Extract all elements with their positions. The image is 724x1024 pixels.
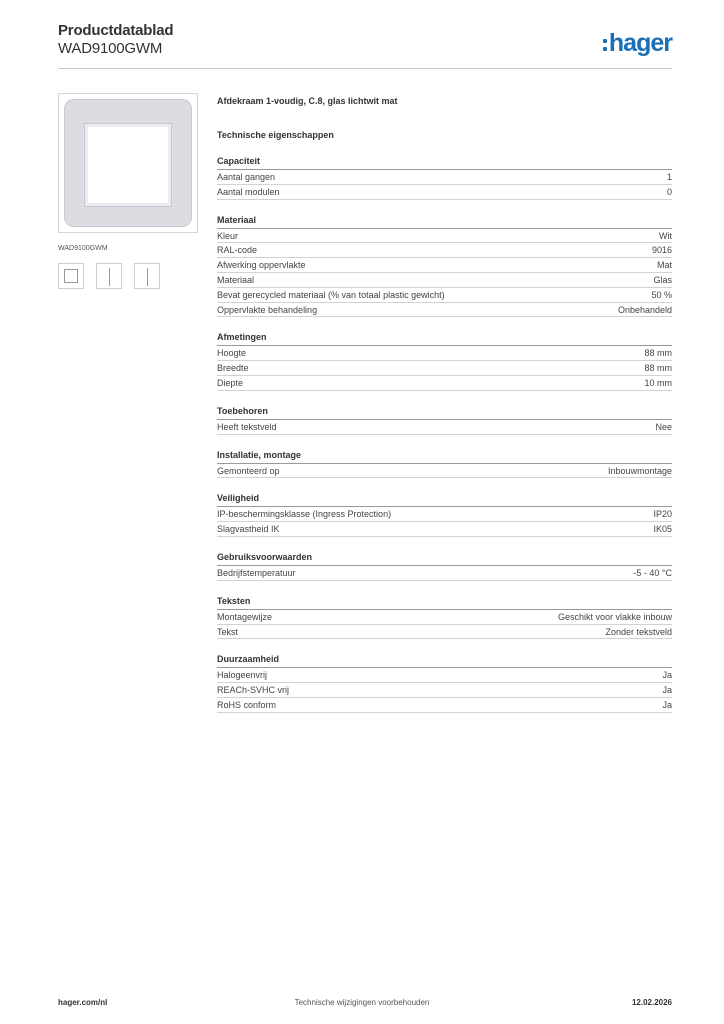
spec-value: Mat [656, 260, 672, 271]
spec-label: Afwerking oppervlakte [217, 260, 306, 271]
footer-date: 12.02.2026 [631, 998, 672, 1007]
spec-label: REACh-SVHC vrij [217, 685, 290, 696]
spec-label: Aantal gangen [217, 172, 276, 182]
spec-value: 1 [666, 172, 672, 182]
spec-label: RAL-code [217, 245, 258, 256]
tech-heading: Technische eigenschappen [217, 130, 334, 140]
spec-value: Ja [662, 699, 672, 710]
spec-label: IP-beschermingsklasse (Ingress Protection) [217, 509, 392, 520]
spec-value: Ja [662, 685, 672, 696]
spec-row [217, 420, 672, 435]
spec-row [217, 303, 672, 318]
side-view-icon[interactable] [134, 263, 160, 289]
spec-label: Tekst [217, 626, 239, 637]
spec-value: 50 % [651, 289, 672, 300]
spec-row [217, 683, 672, 698]
product-code: WAD9100GWM [58, 40, 163, 57]
thumbnail-strip [58, 263, 160, 289]
spec-value: 88 mm [644, 348, 672, 359]
spec-label: Aantal modulen [217, 186, 280, 197]
spec-value: Onbehandeld [617, 304, 672, 315]
spec-label: Hoogte [217, 348, 247, 359]
spec-label: Breedte [217, 363, 249, 374]
spec-value: 10 mm [644, 377, 672, 388]
spec-label: Diepte [217, 377, 244, 388]
spec-label: Bedrijfstemperatuur [217, 567, 296, 578]
spec-value: Ja [662, 670, 672, 681]
spec-row [217, 361, 672, 376]
spec-row [217, 625, 672, 640]
page-title: Productdatablad [58, 22, 174, 39]
spec-section [217, 654, 672, 712]
spec-row [217, 698, 672, 713]
section-title: Gebruiksvoorwaarden [217, 552, 672, 566]
spec-section [217, 215, 672, 318]
spec-row [217, 288, 672, 303]
footer-disclaimer: Technische wijzigingen voorbehouden [294, 998, 430, 1007]
section-title: Veiligheid [217, 493, 672, 507]
spec-row [217, 258, 672, 273]
spec-label: Gemonteerd op [217, 465, 280, 476]
image-caption: WAD9100GWM [58, 245, 108, 252]
spec-section [217, 493, 672, 537]
spec-row [217, 610, 672, 625]
front-view-icon[interactable] [58, 263, 84, 289]
footer-website: hager.com/nl [58, 998, 108, 1007]
spec-value: 0 [666, 186, 672, 197]
spec-section [217, 332, 672, 390]
side-view-icon[interactable] [96, 263, 122, 289]
cover-frame-outer [64, 99, 192, 227]
section-title: Afmetingen [217, 332, 672, 346]
section-title: Installatie, montage [217, 450, 672, 464]
spec-section [217, 450, 672, 479]
spec-label: Oppervlakte behandeling [217, 304, 318, 315]
spec-label: Slagvastheid IK [217, 524, 280, 535]
spec-row [217, 229, 672, 244]
spec-value: IK05 [653, 524, 672, 535]
spec-row [217, 668, 672, 683]
spec-value: IP20 [653, 509, 672, 520]
spec-value: Glas [653, 274, 672, 285]
spec-value: Inbouwmontage [607, 465, 672, 476]
spec-label: Halogeenvrij [217, 670, 268, 681]
product-image [58, 93, 198, 233]
spec-row [217, 273, 672, 288]
spec-label: Bevat gerecycled materiaal (% van totaal plastic gewicht) [217, 289, 445, 300]
spec-value: 88 mm [644, 363, 672, 374]
spec-row [217, 376, 672, 391]
spec-value: Zonder tekstveld [605, 626, 672, 637]
header-divider [58, 68, 672, 69]
spec-value: Nee [655, 421, 672, 432]
spec-label: Heeft tekstveld [217, 421, 277, 432]
spec-row [217, 522, 672, 537]
spec-value: Wit [659, 230, 672, 241]
section-title: Toebehoren [217, 406, 672, 420]
logo-text: hager [608, 28, 672, 57]
spec-label: Montagewijze [217, 611, 273, 622]
spec-value: Geschikt voor vlakke inbouw [557, 611, 672, 622]
section-title: Materiaal [217, 215, 672, 229]
spec-row [217, 566, 672, 581]
spec-section [217, 156, 672, 200]
spec-label: RoHS conform [217, 699, 277, 710]
spec-row [217, 243, 672, 258]
spec-row [217, 507, 672, 522]
spec-row [217, 170, 672, 185]
spec-row [217, 464, 672, 479]
section-title: Teksten [217, 596, 672, 610]
spec-value: 9016 [651, 245, 672, 256]
spec-section [217, 596, 672, 640]
spec-sections [217, 156, 672, 713]
spec-label: Kleur [217, 230, 239, 241]
spec-content [217, 96, 672, 713]
spec-section [217, 552, 672, 581]
section-title: Duurzaamheid [217, 654, 672, 668]
cover-frame-opening [88, 127, 168, 203]
spec-value: -5 - 40 °C [633, 567, 672, 578]
section-title: Capaciteit [217, 156, 672, 170]
spec-row [217, 185, 672, 200]
product-description: Afdekraam 1-voudig, C.8, glas lichtwit mat [217, 96, 398, 106]
spec-label: Materiaal [217, 274, 255, 285]
logo-colon-icon [603, 39, 607, 51]
spec-section [217, 406, 672, 435]
spec-row [217, 346, 672, 361]
hager-logo [603, 28, 672, 58]
